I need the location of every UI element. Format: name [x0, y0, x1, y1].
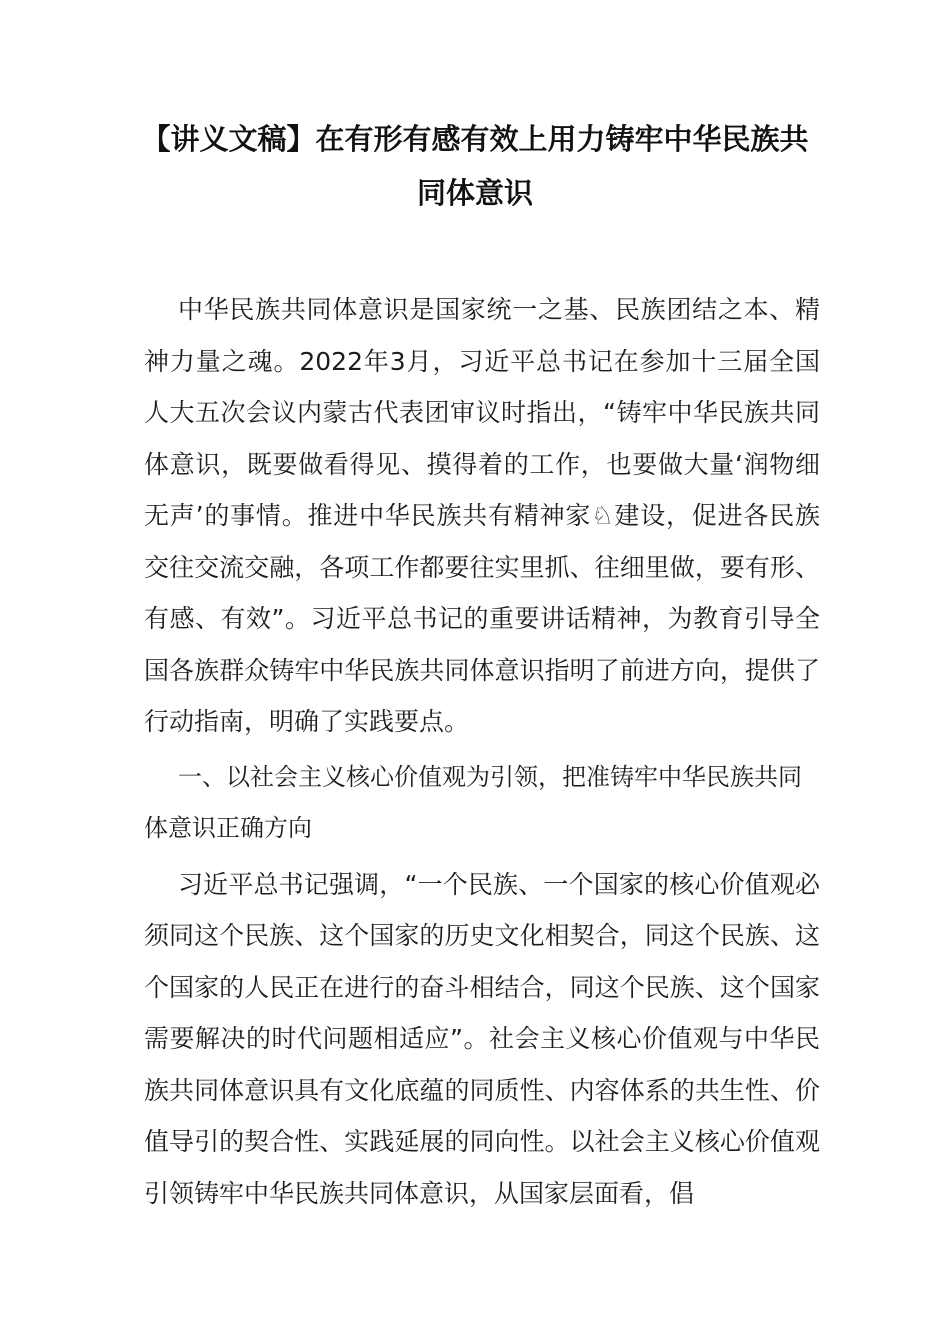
document-body: [144, 284, 820, 1219]
body-paragraph-2: 习近平总书记强调，“一个民族、一个国家的核心价值观必须同这个民族、这个国家的历史文化相契合，同这个民族、这个国家的人民正在进行的奋斗相结合，同这个民族、这个国家需要解决的时代问题相适应”。社会主义核心价值观与中华民族共同体意识具有文化底蕴的同质性、内容体系的共生性、价值导引的契合性、实践延展的同向性。以社会主义核心价值观引领铸牢中华民族共同体意识，从国家层面看，倡: [144, 869, 820, 1208]
document-title: 【讲义文稿】在有形有感有效上用力铸牢中华民族共同体意识: [141, 122, 809, 210]
section-heading-1: 一、以社会主义核心价值观为引领，把准铸牢中华民族共同体意识正确方向: [144, 762, 802, 842]
body-paragraph-1: 中华民族共同体意识是国家统一之基、民族团结之本、精神力量之魂。2022年3月，习近平总书记在参加十三届全国人大五次会议内蒙古代表团审议时指出，“铸牢中华民族共同体意识，既要做看得见、摸得着的工作，也要做大量‘润物细无声’的事情。推进中华民族共有精神家♘建设，促进各民族交往交流交融，各项工作都要往实里抓、往细里做，要有形、有感、有效”。习近平总书记的重要讲话精神，为教育引导全国各族群众铸牢中华民族共同体意识指明了前进方向，提供了行动指南，明确了实践要点。: [144, 295, 820, 736]
